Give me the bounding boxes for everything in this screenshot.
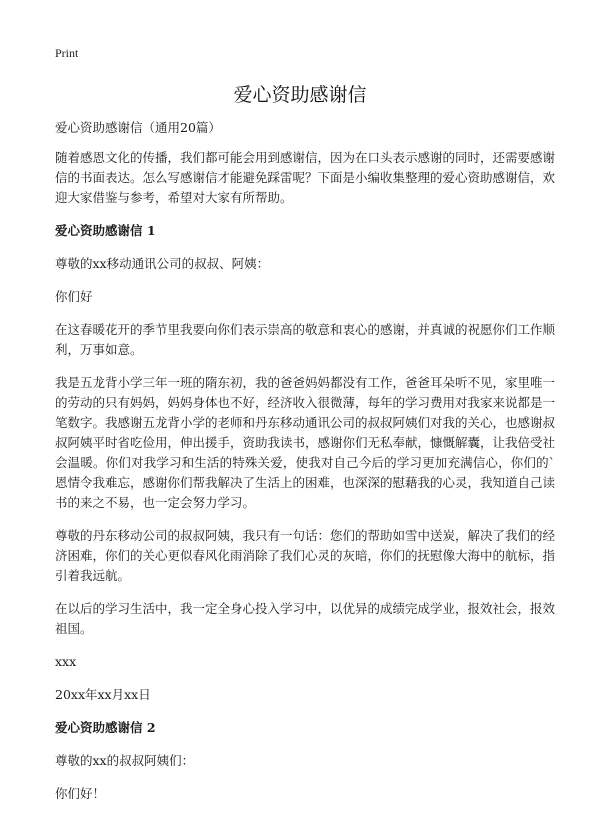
body-paragraph: 在这春暖花开的季节里我要向你们表示崇高的敬意和衷心的感谢，并真诚的祝愿你们工作顺利，万事如意。 xyxy=(55,322,556,357)
document-body xyxy=(55,118,555,817)
section-heading-2: 爱心资助感谢信 2 xyxy=(55,720,156,735)
letter-date: 20xx年xx月xx日 xyxy=(55,687,151,702)
salutation-1: 尊敬的xx移动通讯公司的叔叔、阿姨： xyxy=(55,256,270,271)
greeting-1: 你们好 xyxy=(55,289,93,304)
body-paragraph: 在以后的学习生活中，我一定全身心投入学习中，以优异的成绩完成学业，报效社会，报效祖国。 xyxy=(55,601,556,636)
print-link[interactable]: Print xyxy=(55,46,79,60)
document-subtitle: 爱心资助感谢信（通用20篇） xyxy=(55,120,221,135)
body-paragraph: 尊敬的丹东移动公司的叔叔阿姨，我只有一句话：您们的帮助如雪中送炭，解决了我们的经济困难，你们的关心更似春风化雨消除了我们心灵的灰暗，你们的抚慰像大海中的航标，指引着我远航。 xyxy=(55,528,556,583)
salutation-2: 尊敬的xx的叔叔阿姨们： xyxy=(55,753,195,768)
signature: xxx xyxy=(55,654,77,669)
body-paragraph: 我是五龙背小学三年一班的隋东初，我的爸爸妈妈都没有工作，爸爸耳朵听不见，家里唯一的劳动的只有妈妈，妈妈身体也不好，经济收入很微薄，每年的学习费用对我家来说都是一笔数字。我感谢五龙背小学的老师和丹东移动通讯公司的叔叔阿姨们对我的关心，也感谢叔叔阿姨平时省吃俭用，伸出援手，资助我读书，感谢你们无私奉献，慷慨解囊，让我倍受社会温暖。你们对我学习和生活的特殊关爱，使我对自己今后的学习更加充满信心，你们的`恩情令我难忘，感谢你们帮我解决了生活上的困难，也深深的慰藉我的心灵，我知道自己读书的来之不易，也一定会努力学习。 xyxy=(55,375,556,510)
section-heading-1: 爱心资助感谢信 1 xyxy=(55,223,156,238)
greeting-2: 你们好！ xyxy=(55,786,106,801)
page-title: 爱心资助感谢信 xyxy=(233,84,367,106)
intro-paragraph: 随着感恩文化的传播，我们都可能会用到感谢信，因为在口头表示感谢的同时，还需要感谢信的书面表达。怎么写感谢信才能避免踩雷呢？下面是小编收集整理的爱心资助感谢信，欢迎大家借鉴与参考，希望对大家有所帮助。 xyxy=(55,150,556,205)
